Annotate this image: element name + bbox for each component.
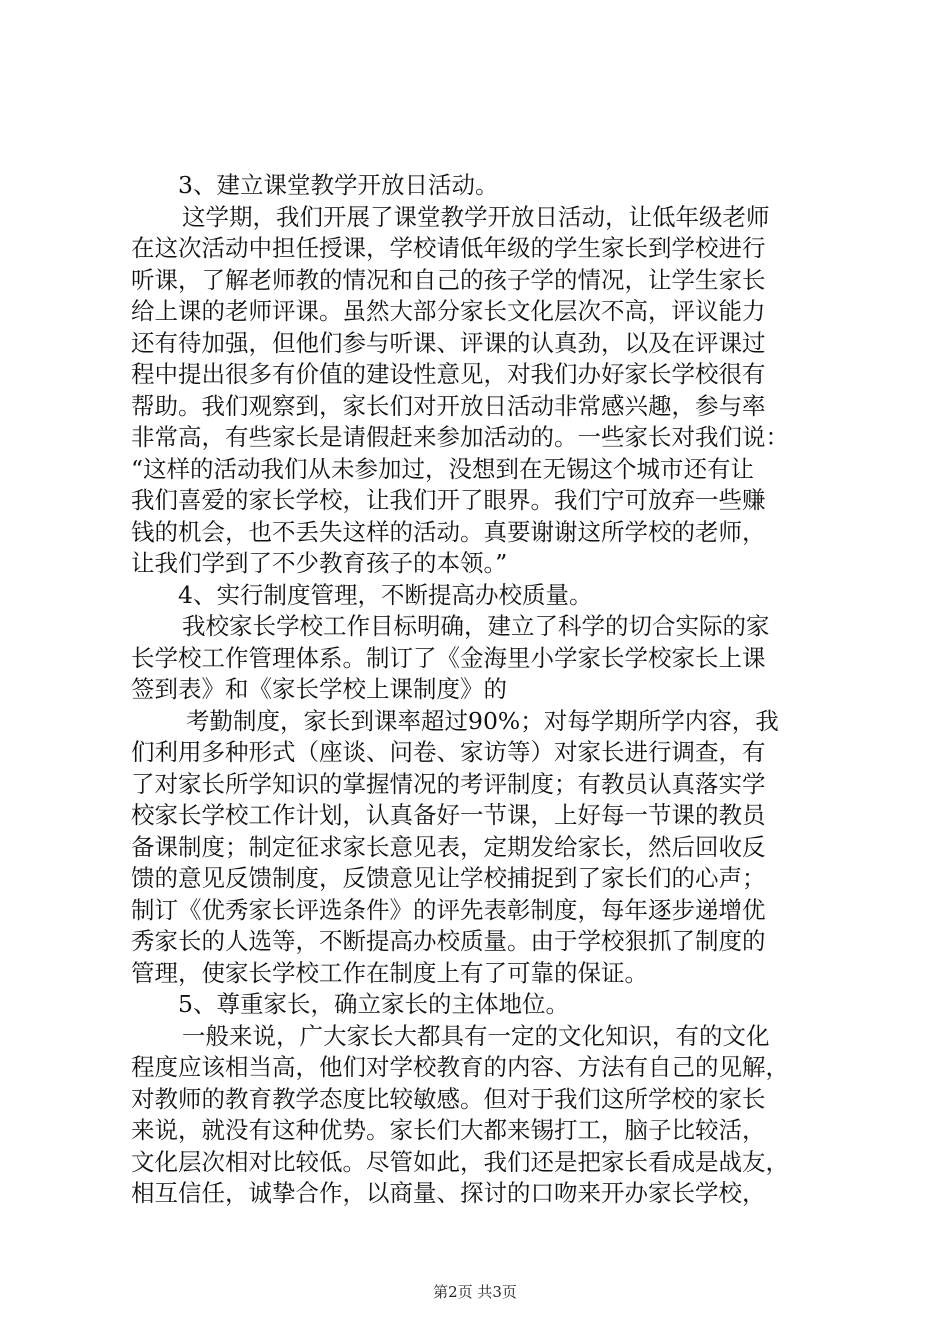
- paragraph-first-line: 一般来说，广大家长大都具有一定的文化知识，有的文化: [182, 1021, 770, 1050]
- paragraph-line: 制订《优秀家长评选条件》的评先表彰制度，每年逐步递增优: [131, 895, 766, 924]
- paragraph-line: 听课，了解老师教的情况和自己的孩子学的情况，让学生家长: [131, 265, 766, 294]
- paragraph-first-line: 这学期，我们开展了课堂教学开放日活动，让低年级老师: [182, 202, 770, 231]
- paragraph-line: 们利用多种形式（座谈、问卷、家访等）对家长进行调查，有: [131, 738, 766, 766]
- paragraph-line: 钱的机会，也不丢失这样的活动。真要谢谢这所学校的老师，: [131, 517, 766, 546]
- paragraph-line: 非常高，有些家长是请假赶来参加活动的。一些家长对我们说：: [131, 423, 789, 451]
- section-heading-3: 3、建立课堂教学开放日活动。: [178, 171, 499, 199]
- paragraph-line: 在这次活动中担任授课，学校请低年级的学生家长到学校进行: [131, 234, 766, 262]
- paragraph-line: 来说，就没有这种优势。家长们大都来锡打工，脑子比较活，: [131, 1116, 766, 1144]
- paragraph-line: 签到表》和《家长学校上课制度》的: [131, 675, 507, 703]
- paragraph-line: 相互信任，诚挚合作，以商量、探讨的口吻来开办家长学校，: [131, 1179, 766, 1207]
- paragraph-line: 程度应该相当高，他们对学校教育的内容、方法有自己的见解，: [131, 1053, 789, 1081]
- paragraph-line: 校家长学校工作计划，认真备好一节课，上好每一节课的教员: [131, 801, 766, 829]
- paragraph-line: 还有待加强，但他们参与听课、评课的认真劲，以及在评课过: [131, 328, 766, 357]
- paragraph-line: 帮助。我们观察到，家长们对开放日活动非常感兴趣，参与率: [131, 391, 766, 420]
- paragraph-line: 长学校工作管理体系。制订了《金海里小学家长学校家长上课: [131, 643, 766, 672]
- paragraph-line: 馈的意见反馈制度，反馈意见让学校捕捉到了家长们的心声；: [131, 864, 766, 892]
- section-heading-4: 4、实行制度管理，不断提高办校质量。: [178, 580, 593, 609]
- paragraph-line: 让我们学到了不少教育孩子的本领。”: [131, 549, 508, 577]
- paragraph-line: 对教师的教育教学态度比较敏感。但对于我们这所学校的家长: [131, 1084, 766, 1113]
- section-heading-5: 5、尊重家长，确立家长的主体地位。: [178, 990, 569, 1018]
- paragraph-line: 程中提出很多有价值的建设性意见，对我们办好家长学校很有: [131, 360, 766, 388]
- paragraph-first-line: 考勤制度，家长到课率超过90%；对每学期所学内容，我: [186, 706, 779, 735]
- paragraph-line: 文化层次相对比较低。尽管如此，我们还是把家长看成是战友，: [131, 1147, 789, 1176]
- paragraph-line: “这样的活动我们从未参加过，没想到在无锡这个城市还有让: [131, 454, 755, 483]
- paragraph-line: 我们喜爱的家长学校，让我们开了眼界。我们宁可放弃一些赚: [131, 486, 766, 514]
- paragraph-line: 给上课的老师评课。虽然大部分家长文化层次不高，评议能力: [131, 297, 766, 325]
- document-body: [131, 170, 831, 1210]
- paragraph-first-line: 我校家长学校工作目标明确，建立了科学的切合实际的家: [182, 612, 770, 640]
- paragraph-line: 备课制度；制定征求家长意见表，定期发给家长，然后回收反: [131, 832, 766, 861]
- paragraph-line: 了对家长所学知识的掌握情况的考评制度；有教员认真落实学: [131, 769, 766, 798]
- page-number-footer: 第2页 共3页: [433, 1283, 517, 1301]
- paragraph-line: 管理，使家长学校工作在制度上有了可靠的保证。: [131, 958, 648, 987]
- paragraph-line: 秀家长的人选等，不断提高办校质量。由于学校狠抓了制度的: [131, 927, 766, 955]
